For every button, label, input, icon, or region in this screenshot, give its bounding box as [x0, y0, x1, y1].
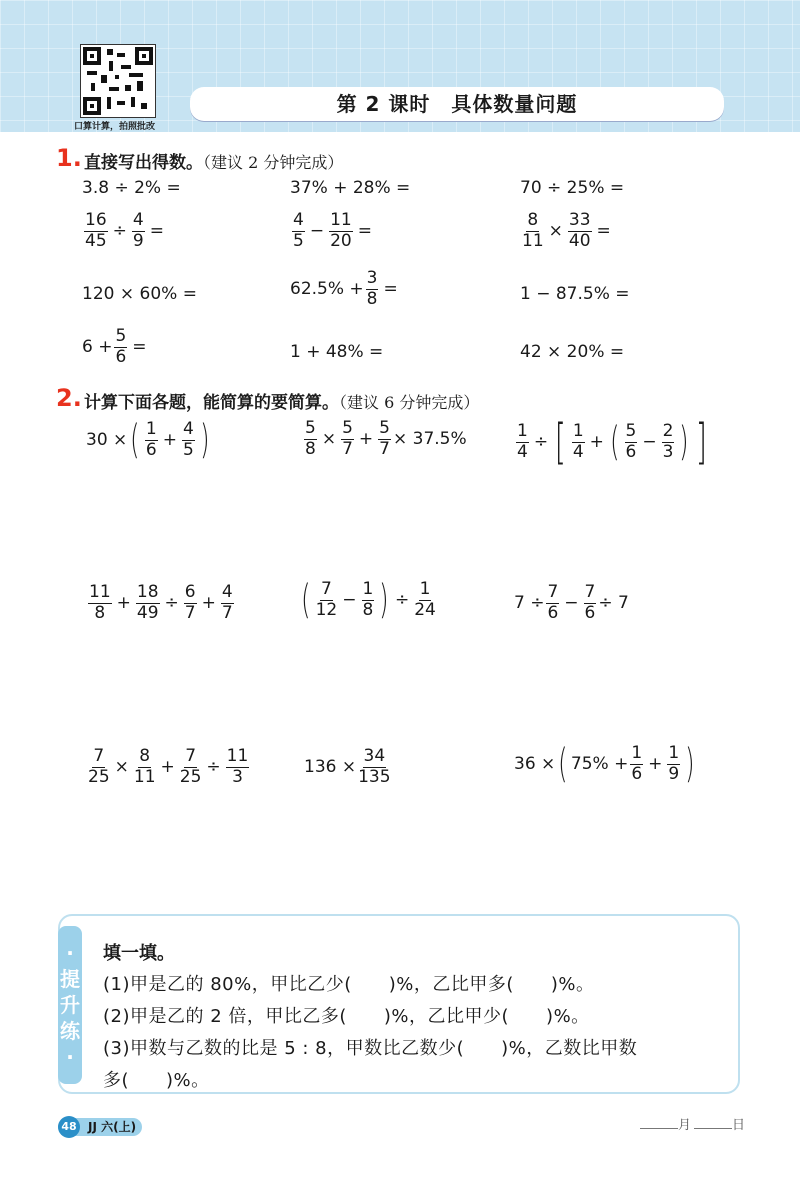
fraction: $\frac{5}{6}$: [115, 326, 127, 367]
section-1-title-text: 直接写出得数。: [84, 153, 203, 173]
section-2-title-text: 计算下面各题，能简算的要简算。: [84, 393, 339, 413]
problem-1k: 1 + 48% =: [290, 342, 384, 362]
tab-dot: ·: [66, 941, 74, 965]
book-label: JJ 六(上): [88, 1120, 137, 1134]
fraction: $\frac{4}{5}$: [293, 210, 304, 251]
fraction: $\frac{6}{7}$: [184, 582, 196, 623]
fraction: $\frac{5}{6}$: [625, 420, 637, 462]
section-2-hint: （建议 6 分钟完成）: [339, 393, 480, 412]
fraction: $\frac{11}{8}$: [89, 582, 111, 623]
problem-1g: 120 × 60% =: [82, 284, 197, 304]
tab-char: 提: [60, 967, 80, 991]
section-1-number: 1.: [56, 144, 82, 172]
fraction: $\frac{4}{9}$: [132, 210, 144, 251]
qr-code-icon[interactable]: [80, 44, 156, 118]
practice-title: 填一填。: [103, 943, 175, 964]
fraction: $\frac{1}{4}$: [517, 420, 528, 462]
fraction: $\frac{16}{45}$: [85, 210, 107, 251]
fraction: $\frac{18}{49}$: [136, 582, 159, 623]
practice-question-2: (2)甲是乙的 2 倍，甲比乙多( )%，乙比甲少( )%。: [103, 1006, 590, 1027]
problem-2h: 136 × $\frac{34}{135}$: [304, 746, 391, 787]
problem-1f: $\frac{8}{11}$ × $\frac{33}{40}$ =: [522, 210, 611, 251]
day-blank: [694, 1114, 732, 1129]
problem-1i: 1 − 87.5% =: [520, 284, 630, 304]
problem-2e: ( $\frac{7}{12}$ − $\frac{1}{8}$ ) ÷ $\frac{1}{24}$: [301, 577, 436, 623]
date-month-field: [640, 1114, 691, 1133]
problem-1h: 62.5% + $\frac{3}{8}$ =: [290, 268, 398, 309]
fraction: $\frac{3}{8}$: [366, 268, 378, 309]
date-day-field: [694, 1114, 745, 1133]
month-label: 月: [678, 1118, 692, 1133]
tab-char: 练: [60, 1019, 80, 1043]
section-2-title: [84, 388, 479, 413]
practice-question-1: (1)甲是乙的 80%，甲比乙少( )%，乙比甲多( )%。: [103, 974, 595, 995]
fraction: $\frac{1}{8}$: [362, 578, 374, 620]
section-1-hint: （建议 2 分钟完成）: [203, 153, 344, 172]
fraction: $\frac{1}{24}$: [414, 578, 436, 620]
problem-2i: 36 × ( 75% + $\frac{1}{6}$ + $\frac{1}{9}$ ): [514, 741, 695, 787]
fraction: $\frac{11}{20}$: [330, 210, 352, 251]
section-1-title: [84, 148, 343, 173]
fraction: $\frac{8}{11}$: [522, 210, 544, 251]
tab-char: 升: [60, 993, 80, 1017]
fraction: $\frac{7}{25}$: [179, 746, 202, 787]
lesson-title: 第 2 课时 具体数量问题: [190, 87, 724, 121]
tab-dot: ·: [66, 1045, 74, 1069]
practice-question-3-cont: 多( )%。: [103, 1070, 210, 1091]
problem-1c: 70 ÷ 25% =: [520, 178, 625, 198]
fraction: $\frac{7}{6}$: [547, 582, 559, 623]
section-2-number: 2.: [56, 384, 82, 412]
fraction: $\frac{1}{6}$: [631, 742, 643, 784]
fraction: $\frac{11}{3}$: [226, 746, 249, 787]
fraction: $\frac{5}{7}$: [379, 418, 390, 459]
fraction: $\frac{1}{4}$: [572, 420, 584, 462]
fraction: $\frac{7}{12}$: [315, 578, 338, 620]
problem-1j: 6 + $\frac{5}{6}$ =: [82, 326, 147, 367]
problem-1e: $\frac{4}{5}$ − $\frac{11}{20}$ =: [293, 210, 372, 251]
fraction: $\frac{34}{135}$: [358, 746, 391, 787]
problem-2b: $\frac{5}{8}$ × $\frac{5}{7}$ + $\frac{5}{7}$ × 37.5%: [305, 418, 467, 459]
page-number: 48: [58, 1116, 80, 1138]
problem-1d: $\frac{16}{45}$ ÷ $\frac{4}{9}$ =: [85, 210, 164, 251]
problem-2d: $\frac{11}{8}$ + $\frac{18}{49}$ ÷ $\frac{6}{7}$ + $\frac{4}{7}$: [89, 582, 233, 623]
problem-1b: 37% + 28% =: [290, 178, 411, 198]
fraction: $\frac{5}{8}$: [305, 418, 316, 459]
fraction: $\frac{1}{9}$: [668, 742, 680, 784]
fraction: $\frac{8}{11}$: [133, 746, 156, 787]
problem-2g: $\frac{7}{25}$ × $\frac{8}{11}$ + $\frac{7}{25}$ ÷ $\frac{11}{3}$: [88, 746, 249, 787]
qr-caption: 口算计算，拍照批改: [74, 122, 156, 132]
fraction: $\frac{5}{7}$: [342, 418, 353, 459]
problem-2c: $\frac{1}{4}$ ÷ [ $\frac{1}{4}$ + ( $\frac{5}{6}$ − $\frac{2}{3}$ ) ]: [517, 414, 708, 470]
fraction: $\frac{33}{40}$: [568, 210, 591, 251]
fraction: $\frac{4}{5}$: [182, 418, 194, 460]
fraction: $\frac{7}{6}$: [584, 582, 596, 623]
problem-1l: 42 × 20% =: [520, 342, 625, 362]
practice-tab: [58, 926, 82, 1084]
month-blank: [640, 1114, 678, 1129]
fraction: $\frac{4}{7}$: [221, 582, 233, 623]
problem-2a: 30 × ( $\frac{1}{6}$ + $\frac{4}{5}$ ): [86, 417, 210, 463]
problem-1a: 3.8 ÷ 2% =: [82, 178, 181, 198]
fraction: $\frac{7}{25}$: [88, 746, 110, 787]
problem-2f: 7 ÷ $\frac{7}{6}$ − $\frac{7}{6}$ ÷ 7: [514, 582, 629, 623]
day-label: 日: [732, 1118, 746, 1133]
practice-question-3: (3)甲数与乙数的比是 5 : 8，甲数比乙数少( )%，乙数比甲数: [103, 1038, 638, 1059]
fraction: $\frac{1}{6}$: [145, 418, 157, 460]
fraction: $\frac{2}{3}$: [662, 420, 674, 462]
